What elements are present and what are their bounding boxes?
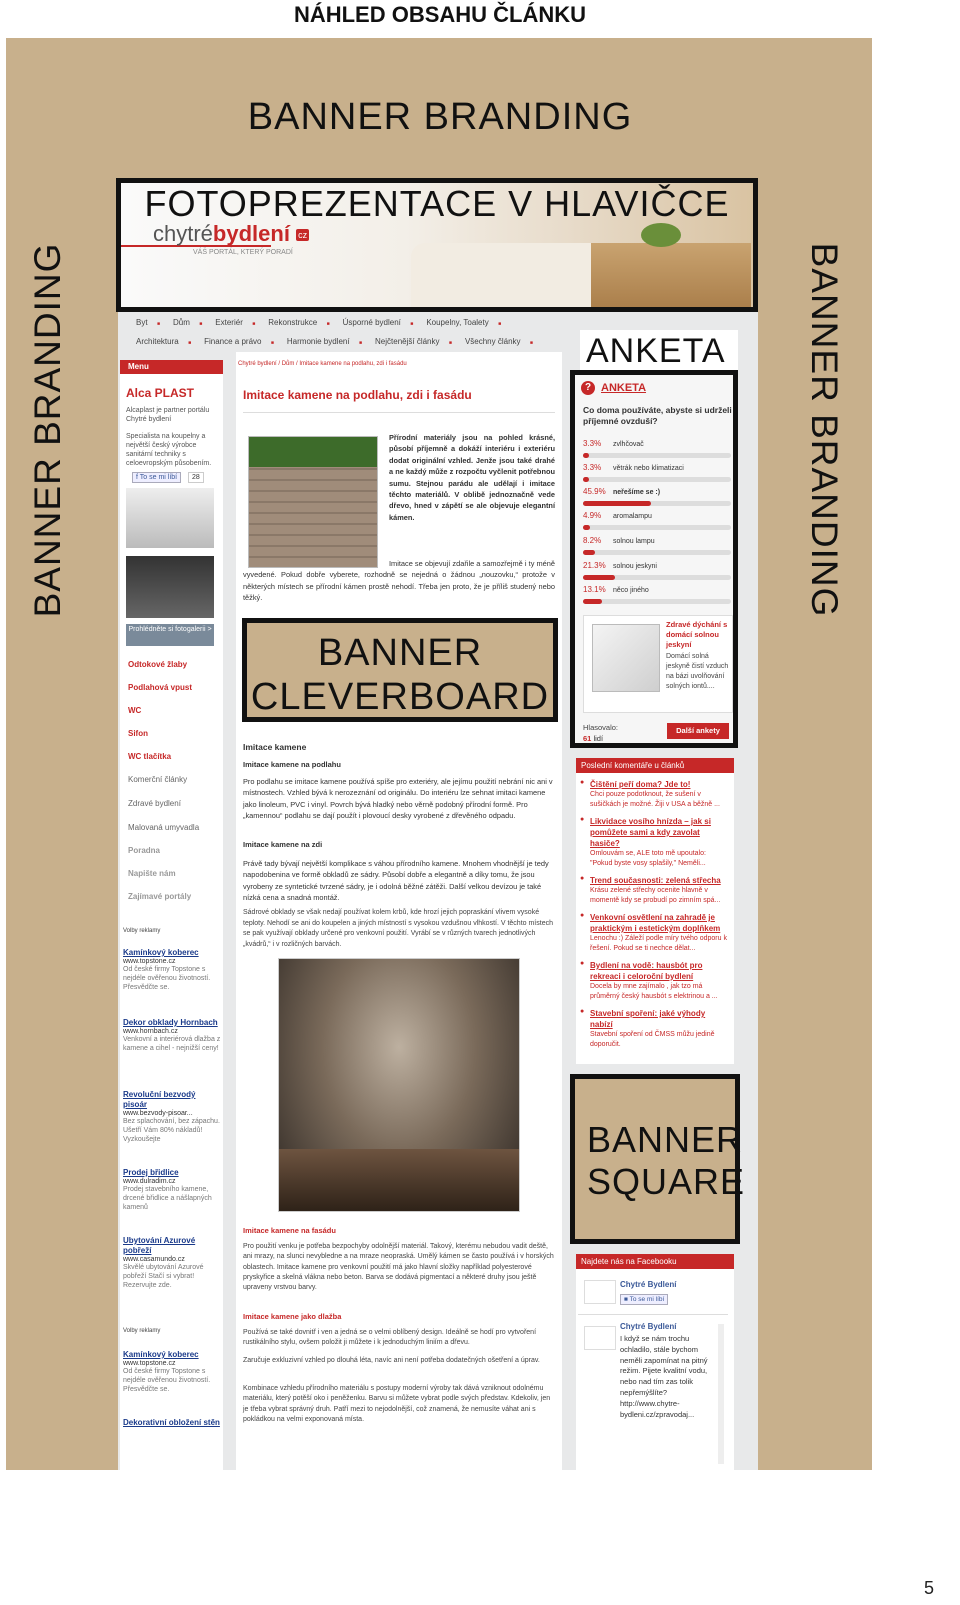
banner-branding-top-label: BANNER BRANDING [247, 96, 633, 138]
ads-label[interactable]: Volby reklamy [123, 1328, 161, 1334]
nav-item[interactable]: Architektura ■ [136, 337, 191, 346]
latest-comments [576, 758, 734, 1064]
like-label: To se mi líbí [139, 474, 178, 481]
ad-description: Skvělé ubytování Azurové pobřeží Stačí si vybrat! Rezervujte zde. [123, 1264, 204, 1289]
nav-item[interactable]: Finance a právo ■ [204, 337, 274, 346]
cleverboard-label-line2: CLEVERBOARD [250, 676, 550, 718]
plant-image [641, 223, 681, 247]
sidebar-item-zdrave-bydleni[interactable]: Zdravé bydlení [128, 799, 181, 808]
poll-option-percent: 3.3% [583, 439, 602, 448]
facebook-divider [578, 1314, 728, 1315]
nav-item[interactable]: Exteriér ■ [215, 318, 255, 327]
ad-title[interactable]: Dekor obklady Hornbach [123, 1018, 218, 1027]
poll-option-percent: 8.2% [583, 536, 602, 545]
comment-item[interactable] [590, 1008, 730, 1050]
bathroom-photo [126, 488, 214, 548]
poll-option-label: něco jiného [613, 587, 649, 594]
logo-part-a: chytré [153, 221, 213, 246]
logo-tagline: VÁŠ PORTÁL, KTERÝ PORADÍ [193, 249, 293, 256]
article-subheading: Imitace kamene jako dlažba [243, 1312, 342, 1321]
ad-description: Venkovní a interiérová dlažba z kamene a cihel - nejnižší ceny! [123, 1036, 221, 1052]
article-subheading: Imitace kamene na fasádu [243, 1226, 336, 1235]
ad-title[interactable]: Dekorativní obložení stěn [123, 1418, 220, 1427]
partner-text: Alcaplast je partner portálu Chytré bydlení [126, 407, 210, 423]
poll-option[interactable] [583, 555, 731, 580]
partner-description: Specialista na koupelny a největší český výrobce sanitární techniky s celoevropským působením. [126, 433, 212, 467]
comment-item[interactable] [590, 779, 730, 810]
nav-item[interactable]: Harmonie bydlení ■ [287, 337, 362, 346]
comment-item[interactable] [590, 912, 730, 954]
facebook-post-author[interactable]: Chytré Bydlení [620, 1322, 677, 1331]
poll-voted-label: Hlasovalo: [583, 723, 619, 732]
document-title: NÁHLED OBSAHU ČLÁNKU [293, 2, 587, 27]
ad-url: www.topstone.cz [123, 958, 176, 965]
sofa-image [411, 243, 611, 312]
table-image [591, 243, 751, 312]
poll-option-label: větrák nebo klimatizaci [613, 465, 684, 472]
page-number: 5 [924, 1578, 935, 1598]
nav-item[interactable]: Všechny články ■ [465, 337, 533, 346]
ad-url: www.bezvody-pisoar... [123, 1110, 193, 1117]
ad-item[interactable] [123, 1418, 221, 1428]
site-logo[interactable] [153, 221, 309, 247]
comment-title[interactable]: ● Venkovní osvětlení na zahradě je praktickým i estetickým doplňkem [590, 913, 721, 933]
ad-title[interactable]: Ubytování Azurové pobřeží [123, 1236, 196, 1255]
main-nav-row-1 [136, 318, 514, 327]
comment-title[interactable]: ● Čištění peří doma? Jde to! [590, 780, 691, 789]
banner-cleverboard [242, 618, 558, 722]
ad-item[interactable] [123, 1350, 221, 1394]
banner-branding-right-label: BANNER BRANDING [804, 242, 845, 618]
ad-description: Od české firmy Topstone s nejdéle ověřenou životností. Přesvědčte se. [123, 966, 211, 991]
article-paragraph: Pro podlahu se imitace kamene používá spíše pro exteriéry, ale jejímu použití nebrání nic ani v místnostech. Vzhled bývá k nerozeznání od originálu. Do interiéru lze sehnat imitaci kamene jako linoleum, PVC i vinyl. Povrch bývá hladký nebo věrně podobný přírodní formě. Pro „kamennou“ podlahu se dají použít i plovoucí desky vyrobené z dřevěného odpadu. [243, 777, 553, 821]
poll-option-percent: 45.9% [583, 487, 606, 496]
sidebar-item-sifon[interactable]: Sifon [128, 729, 148, 738]
salt-cube-image [592, 624, 660, 692]
comment-body: Krásu zelené střechy ocenite hlavně v momentě kdy se probudí po zimním spá... [590, 887, 721, 904]
facebook-scrollbar[interactable] [718, 1324, 724, 1464]
sidebar-item-komercni-clanky[interactable]: Komerční články [128, 775, 188, 784]
ad-item[interactable] [123, 1090, 221, 1144]
ad-url: www.casamundo.cz [123, 1256, 185, 1263]
ad-description: Od české firmy Topstone s nejdéle ověřenou životností. Přesvědčte se. [123, 1368, 211, 1393]
comment-body: Stavební spoření od ČMSS můžu jedině doporučit. [590, 1031, 715, 1048]
article-subheading: Imitace kamene na zdi [243, 840, 323, 849]
partner-logo[interactable]: Alca PLAST [126, 386, 195, 400]
poll-option-label: solnou jeskyni [613, 563, 657, 570]
poll-question: Co doma používáte, abyste si udrželi příjemné ovzduší? [583, 405, 732, 426]
more-polls-button[interactable]: Další ankety [667, 723, 729, 739]
ad-url: www.hornbach.cz [123, 1028, 178, 1035]
poll-option[interactable] [583, 579, 731, 604]
banner-square [570, 1074, 746, 1244]
comment-title[interactable]: ● Stavební spoření: jaké výhody nabízí [590, 1009, 706, 1029]
comment-body: Docela by mne zajímalo , jak tzo má průměrný český hausbót s elektrinou a ... [590, 983, 718, 1000]
stone-wall-photo [248, 436, 378, 568]
thumb-icon: ■ [624, 1296, 630, 1303]
logo-part-b: bydlení [212, 221, 290, 246]
gallery-button[interactable]: Prohlédněte si fotogalerii > [126, 624, 214, 646]
comment-title[interactable]: ● Bydlení na vodě: hausbót pro rekreaci i celoroční bydlení [590, 961, 703, 981]
article-paragraph: Kombinace vzhledu přírodního materiálu s postupy moderní výroby tak dává vzniknout odolnému materiálu, který potěší oko i peněženku. Barvu si můžete vybrat podle svých představ. Kdekoliv, jen je třeba vybrat správný druh. Patří mezi to nejodolnější, což znamená, že nemusíte váhat ani s pokládkou na velmi exponovaná místa. [243, 1385, 551, 1423]
ad-item[interactable] [123, 948, 221, 992]
article-subheading: Imitace kamene na podlahu [243, 760, 341, 769]
ad-title[interactable]: Prodej břidlice [123, 1168, 179, 1177]
cleverboard-label-line1: BANNER [317, 632, 483, 674]
poll-option-percent: 13.1% [583, 585, 606, 594]
nav-item[interactable]: Byt ■ [136, 318, 160, 327]
comments-header: Poslední komentáře u článků [576, 758, 734, 773]
nav-item[interactable]: Nejčtenější články ■ [375, 337, 452, 346]
poll-option-percent: 3.3% [583, 463, 602, 472]
question-icon: ? [581, 381, 595, 395]
poll-option[interactable] [583, 530, 731, 555]
poll-widget [570, 370, 738, 748]
plants-strip [249, 437, 377, 467]
like-count: 28 [188, 472, 204, 483]
poll-option-label: zvlhčovač [613, 441, 644, 448]
banner-branding-left-label: BANNER BRANDING [27, 242, 68, 618]
article-paragraph: Sádrové obklady se však nedají používat kolem krbů, kde hrozí jejich popraskání vlivem vysoké teploty. Nehodí se ani do koupelen a jiných místností s vysokou vzdušnou vlhkostí. V těchto místech se pak využívají obklady určené pro venkovní použití. Vyrábí se v různých tvarech jednotlivých „kvádrů,“ i v rozličných barvách. [243, 909, 553, 948]
facebook-post-avatar [584, 1326, 616, 1350]
ad-description: Bez splachování, bez zápachu. Ušetří Vám 80% nákladů! Vyzkoušejte [123, 1118, 220, 1143]
poll-option-percent: 4.9% [583, 511, 602, 520]
poll-promo-title[interactable]: Zdravé dýchání s domácí solnou jeskyní [666, 620, 728, 649]
poll-option-label: aromalampu [613, 513, 652, 520]
poll-promo-text: Domácí solná jeskyně čistí vzduch na bázi uvolňování solných iontů.... [666, 653, 729, 690]
sidebar-item-napiste-nam[interactable]: Napište nám [128, 869, 176, 878]
wooden-floor [279, 1149, 519, 1211]
comment-item[interactable] [590, 875, 730, 906]
ad-title[interactable]: Kamínkový koberec [123, 1350, 199, 1359]
ad-url: www.dulradim.cz [123, 1178, 176, 1185]
article-heading: Imitace kamene [243, 742, 307, 752]
menu-header: Menu [120, 360, 223, 374]
facebook-page-name[interactable]: Chytré Bydlení [620, 1280, 677, 1289]
poll-option[interactable] [583, 457, 731, 482]
facebook-post-text: I když se nám trochu ochladilo, stále bychom neměli zapomínat na pitný režim. Pijete kvalitní vodu, nebo nad tím zas tolik nepřemýšlíte? http://www.chytre-bydleni.cz/zpravodaj... [620, 1334, 708, 1419]
like-button[interactable] [132, 472, 181, 483]
sidebar-item-zajimave-portaly[interactable]: Zajímavé portály [128, 892, 192, 901]
poll-promo[interactable] [583, 615, 733, 713]
article-title: Imitace kamene na podlahu, zdi i fasádu [243, 388, 472, 402]
poll-option-bar-fill [583, 599, 602, 604]
header-label: FOTOPREZENTACE V HLAVIČCE [144, 183, 730, 224]
facebook-like-label: To se mi líbí [629, 1296, 665, 1303]
square-label-line1: BANNER [587, 1119, 744, 1160]
title-divider [243, 412, 555, 413]
nav-item[interactable]: Dům ■ [173, 318, 202, 327]
facebook-icon: f [136, 474, 140, 481]
comment-body: Lenochu :) Záleží podle míry tvého odporu k řešení. Pokud se ti nechce dělat... [590, 935, 727, 952]
poll-header[interactable]: ANKETA [601, 382, 647, 394]
poll-voted [583, 734, 603, 743]
facebook-widget [576, 1254, 734, 1470]
poll-option-label: solnou lampu [613, 538, 655, 545]
facebook-header: Najdete nás na Facebooku [576, 1254, 734, 1269]
ad-title[interactable]: Revoluční bezvodý pisoár [123, 1090, 196, 1109]
nav-item[interactable]: Koupelny, Toalety ■ [426, 318, 501, 327]
comment-body: Chci pouze podotknout, že sušení v sušičkách je možné. Žiji v USA a běžně ... [590, 791, 720, 808]
sidebar-item-podlahova-vpust[interactable]: Podlahová vpust [128, 683, 193, 692]
sidebar-item-odtokove-zlaby[interactable]: Odtokové žlaby [128, 660, 188, 669]
logo-cz-badge: cz [298, 230, 308, 241]
article-paragraph: Zaručuje exkluzivní vzhled po dlouhá léta, navíc ani není potřeba dodatečných ošetření a úprav. [243, 1357, 540, 1364]
brick-wall-photo [278, 958, 520, 1212]
article-paragraph: Pro použití venku je potřeba bezpochyby odolnější materiál. Takový, kterému nebudou vadit deště, ani mrazy, na slunci nevybledne a na mraze neopraská. Umělý kámen se často používá i v horských oblastech. Imitace kamene pro venkovní použití má jako hlavní složky například polyesterové pryskyřice a skelná vlákna nebo beton. Barva se dodává pigmentací a některé druhy jsou ještě upraveny vrstvou barvy. [243, 1243, 554, 1292]
article-paragraph: Imitace se objevují zdařile a samozřejmě i ty méně vyvedené. Pokud dobře vyberete, rozhodně se nejedná o žádnou „nouzovku,“ protože v některých místech se přírodní kámen prostě nehodí. Třeba jen proto, že je příliš studený nebo těžký. [243, 559, 555, 602]
poll-option-percent: 21.3% [583, 561, 606, 570]
ad-item[interactable] [123, 1018, 221, 1053]
nav-item[interactable]: Úsporné bydlení ■ [343, 318, 414, 327]
article-paragraph: Právě tady bývají největší komplikace s váhou přírodního kamene. Mnohem vhodnější je tedy napodobenina ve formě obkladů ze sádry. Působí dobře a elegantně a díky tomu, že jsou vyrobeny ze syntetické tvrzené sádry, je i odolná běžné zátěži. Další velkou devízou je také nízká cena a snadná montáž. [243, 859, 549, 903]
comment-item[interactable] [590, 960, 730, 1002]
facebook-page-avatar [584, 1280, 616, 1304]
poll-voted-count: 61 [583, 734, 592, 743]
ad-item[interactable] [123, 1168, 221, 1212]
ad-item[interactable] [123, 1236, 221, 1290]
main-nav-row-2 [136, 337, 546, 346]
ad-description: Prodej stavebního kamene, drcené břidlice a nášlapných kamenů [123, 1186, 212, 1211]
square-label-line2: SQUARE [587, 1161, 746, 1202]
sidebar-item-malovana-umyvadla[interactable]: Malovaná umyvadla [128, 823, 200, 832]
toilet-photo [126, 556, 214, 618]
anketa-label: ANKETA [580, 330, 738, 370]
nav-item[interactable]: Rekonstrukce ■ [268, 318, 329, 327]
comment-item[interactable] [590, 816, 730, 869]
poll-option[interactable] [583, 505, 731, 530]
sidebar-item-wc[interactable]: WC [128, 706, 142, 715]
poll-option-bar [583, 599, 731, 604]
comment-title[interactable]: ● Likvidace vosího hnízda – jak si pomůžete sami a kdy zavolat hasiče? [590, 817, 711, 848]
ad-url: www.topstone.cz [123, 1360, 176, 1367]
ads-label[interactable]: Volby reklamy [123, 928, 161, 934]
sidebar-item-poradna[interactable]: Poradna [128, 846, 161, 855]
poll-option-label: neřešíme se :) [613, 489, 661, 496]
article-lead: Přírodní materiály jsou na pohled krásné, působí příjemně a dokáží interiéru i exteriéru dodat originální vzhled. Jenže jsou také drahé a ne každý může z rozpočtu vyčlenit potřebnou sumu. Stejnou parádu ale udělají i imitace těchto materiálů. V oblibě jednoznačně vede dřevo, hned v zápětí se ale objevuje elegantní kámen. [389, 433, 555, 522]
comment-body: Omlouvám se, ALE toto mě upoutalo: "Pokud byste vosy splašily," Neměli... [590, 850, 706, 867]
comment-title[interactable]: ● Trend současnosti: zelená střecha [590, 876, 721, 885]
article-paragraph: Používá se také dovnitř i ven a jedná se o velmi oblíbený design. Ideálně se hodí pro vytvoření rustikálního stylu, ovšem položit ji můžete i k jednoduchým liniím a dřevu. [243, 1329, 537, 1347]
header-photo-area [116, 178, 758, 312]
breadcrumb[interactable]: Chytré bydlení / Dům / Imitace kamene na podlahu, zdi i fasádu [238, 361, 407, 367]
left-sidebar [120, 360, 223, 1470]
article-content [236, 352, 562, 1470]
poll-voted-unit: lidí [593, 734, 604, 743]
poll-option[interactable] [583, 433, 731, 458]
facebook-like-button[interactable] [620, 1294, 668, 1305]
sidebar-item-wc-tlacitka[interactable]: WC tlačítka [128, 752, 172, 761]
ad-title[interactable]: Kamínkový koberec [123, 948, 199, 957]
poll-option[interactable] [583, 481, 731, 506]
